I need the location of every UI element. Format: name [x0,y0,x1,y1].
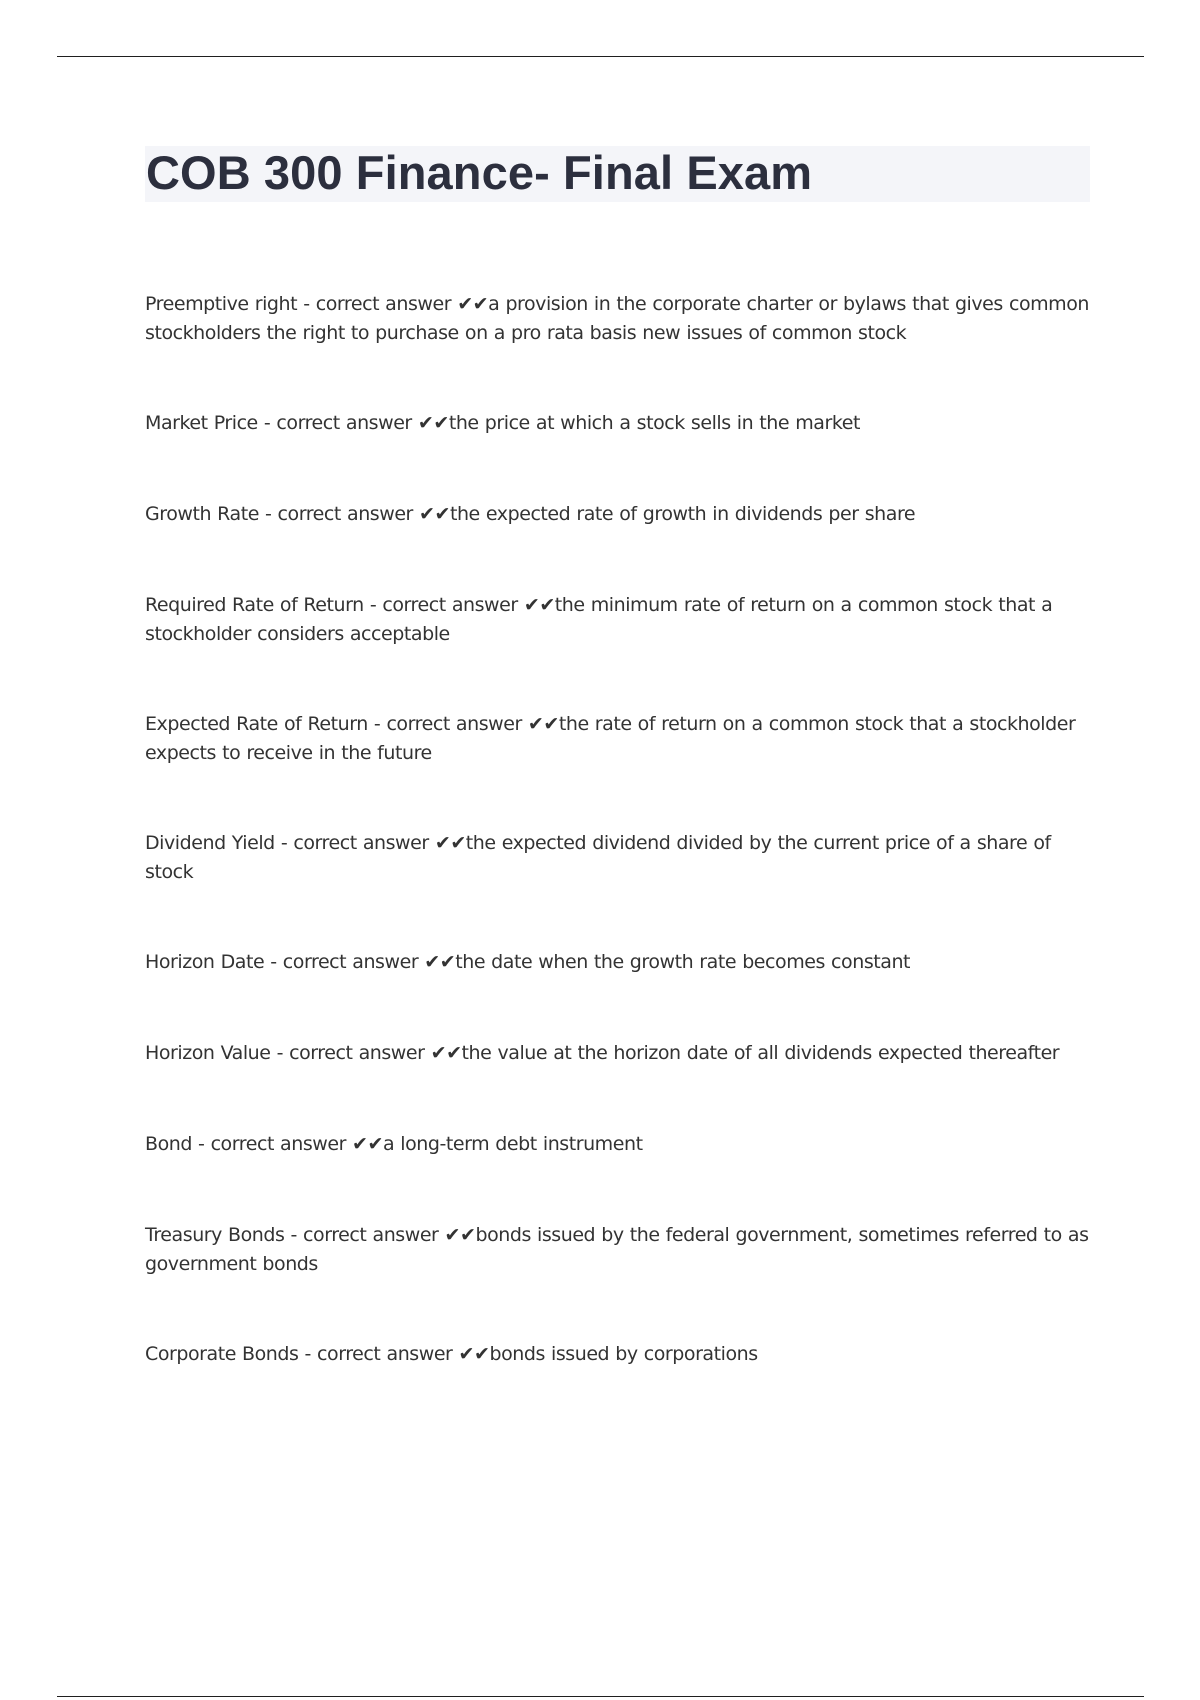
list-item [145,1221,1090,1279]
entry-term: Treasury Bonds [145,1224,285,1246]
entry-definition: the price at which a stock sells in the market [448,412,860,434]
list-item [145,948,1090,977]
entry-term: Horizon Date [145,951,265,973]
entry-separator: - [284,1224,304,1246]
entry-definition: a provision in the corporate charter or bylaws that gives common stockholders the right to purchase on a pro rata basis new issues of common stock [145,293,1090,344]
list-item [145,409,1090,438]
double-check-icon: ✔✔ [451,293,489,315]
entry-term: Horizon Value [145,1042,271,1064]
entry-term: Expected Rate of Return [145,713,368,735]
double-check-icon: ✔✔ [452,1343,490,1365]
answer-label: correct answer [303,1224,439,1246]
entry-definition: the rate of return on a common stock that a stockholder expects to receive in the future [145,713,1076,764]
page-title: COB 300 Finance- Final Exam [146,146,813,199]
bottom-rule [57,1696,1144,1697]
entry-term: Growth Rate [145,503,259,525]
double-check-icon: ✔✔ [424,1042,462,1064]
entry-definition: the value at the horizon date of all dividends expected thereafter [461,1042,1060,1064]
entry-term: Bond [145,1133,192,1155]
double-check-icon: ✔✔ [412,503,450,525]
entry-separator: - [363,594,383,616]
entry-definition: the expected dividend divided by the current price of a share of stock [145,832,1051,883]
entry-separator: - [258,503,278,525]
entry-separator: - [298,1343,318,1365]
entry-definition: the date when the growth rate becomes constant [455,951,911,973]
list-item [145,500,1090,529]
entry-term: Dividend Yield [145,832,275,854]
list-item [145,1340,1090,1369]
entry-definition: bonds issued by corporations [489,1343,758,1365]
list-item [145,710,1090,768]
entry-definition: a long-term debt instrument [383,1133,643,1155]
entry-separator: - [367,713,387,735]
top-rule [57,56,1144,57]
answer-label: correct answer [293,832,429,854]
answer-label: correct answer [386,713,522,735]
double-check-icon: ✔✔ [428,832,466,854]
double-check-icon: ✔✔ [438,1224,476,1246]
entry-term: Corporate Bonds [145,1343,299,1365]
answer-label: correct answer [289,1042,425,1064]
double-check-icon: ✔✔ [411,412,449,434]
list-item [145,290,1090,348]
entry-definition: the expected rate of growth in dividends per share [449,503,916,525]
entry-separator: - [191,1133,211,1155]
answer-label: correct answer [276,412,412,434]
list-item [145,829,1090,887]
answer-label: correct answer [282,951,419,973]
entry-separator: - [270,1042,290,1064]
entry-term: Preemptive right [145,293,298,315]
double-check-icon: ✔✔ [345,1133,383,1155]
entry-separator: - [264,951,283,973]
double-check-icon: ✔✔ [521,713,559,735]
answer-label: correct answer [382,594,518,616]
list-item [145,591,1090,649]
entry-separator: - [257,412,277,434]
entry-term: Market Price [145,412,258,434]
answer-label: correct answer [277,503,413,525]
double-check-icon: ✔✔ [517,594,555,616]
entry-separator: - [297,293,316,315]
answer-label: correct answer [317,1343,453,1365]
entry-definition: the minimum rate of return on a common stock that a stockholder considers acceptable [145,594,1053,645]
flashcard-list [145,290,1090,1431]
entry-separator: - [274,832,294,854]
answer-label: correct answer [315,293,452,315]
entry-definition: bonds issued by the federal government, sometimes referred to as government bonds [145,1224,1089,1275]
list-item [145,1039,1090,1068]
list-item [145,1130,1090,1159]
double-check-icon: ✔✔ [418,951,456,973]
entry-term: Required Rate of Return [145,594,364,616]
answer-label: correct answer [210,1133,346,1155]
